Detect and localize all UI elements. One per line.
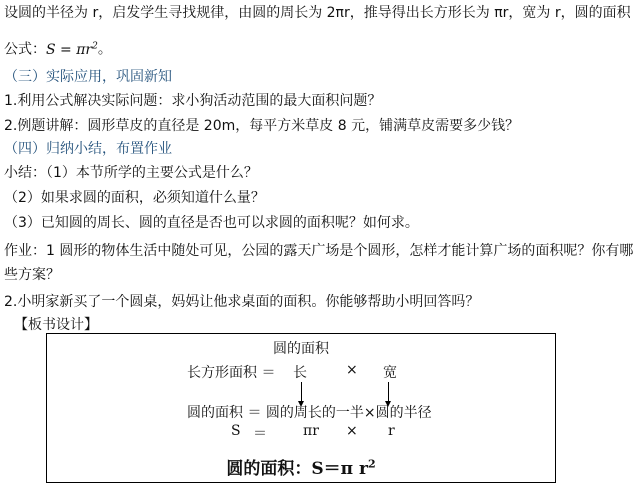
board-length: 长 [293,365,307,381]
paragraph-derivation: 设圆的半径为 r，启发学生寻找规律，由圆的周长为 2πr，推导得出长方形长为 πr，宽为 r，圆的面积 [4,5,631,21]
arrow-down-icon [301,382,302,402]
board-title: 圆的面积 [273,341,329,357]
board-width: 宽 [383,365,397,381]
summary-q3: （3）已知圆的周长、圆的直径是否也可以求圆的面积呢？如何求。 [4,215,419,231]
board-pi-r: πr [303,423,319,439]
homework-1-cont: 些方案？ [4,267,60,283]
board-r: r [388,423,395,439]
paragraph-item-1: 1.利用公式解决实际问题：求小狗活动范围的最大面积问题？ [4,93,382,109]
board-times-2: × [346,423,358,439]
blackboard-design-box [46,333,556,483]
area-formula-base: S = πr [46,41,93,58]
formula-label: 公式： [4,41,46,58]
board-equals: ＝ [253,426,267,442]
homework-2: 2.小明家新买了一个圆桌，妈妈让他求桌面的面积。你能够帮助小明回答吗？ [4,294,480,310]
board-design-label: 【板书设计】 [14,317,98,333]
paragraph-example: 2.例题讲解：圆形草皮的直径是 20m，每平方米草皮 8 元，铺满草皮需要多少钱？ [4,118,520,134]
area-formula [46,42,98,58]
board-times-1: × [346,362,358,378]
summary-q2: （2）如果求圆的面积，必须知道什么量？ [4,190,265,206]
final-formula-exponent: 2 [367,457,376,471]
section-heading-4: （四）归纳小结，布置作业 [4,141,172,157]
area-formula-exponent: 2 [92,41,98,51]
arrow-down-icon [388,382,389,402]
paragraph-formula [4,37,112,59]
formula-period: 。 [97,41,112,58]
section-heading-3: （三）实际应用，巩固新知 [4,69,172,85]
board-final-formula [47,454,555,479]
summary-q1: 小结：（1）本节所学的主要公式是什么？ [4,165,258,181]
board-s: S [231,423,241,439]
final-formula-base: 圆的面积：S＝π r [226,459,368,479]
board-rect-area-label: 长方形面积 ＝ [187,365,276,381]
homework-1: 作业：1 圆形的物体生活中随处可见，公园的露天广场是个圆形，怎样才能计算广场的面积呢？你有哪 [4,243,634,259]
board-circle-area-row: 圆的面积 ＝ 圆的周长的一半×圆的半径 [187,405,432,421]
